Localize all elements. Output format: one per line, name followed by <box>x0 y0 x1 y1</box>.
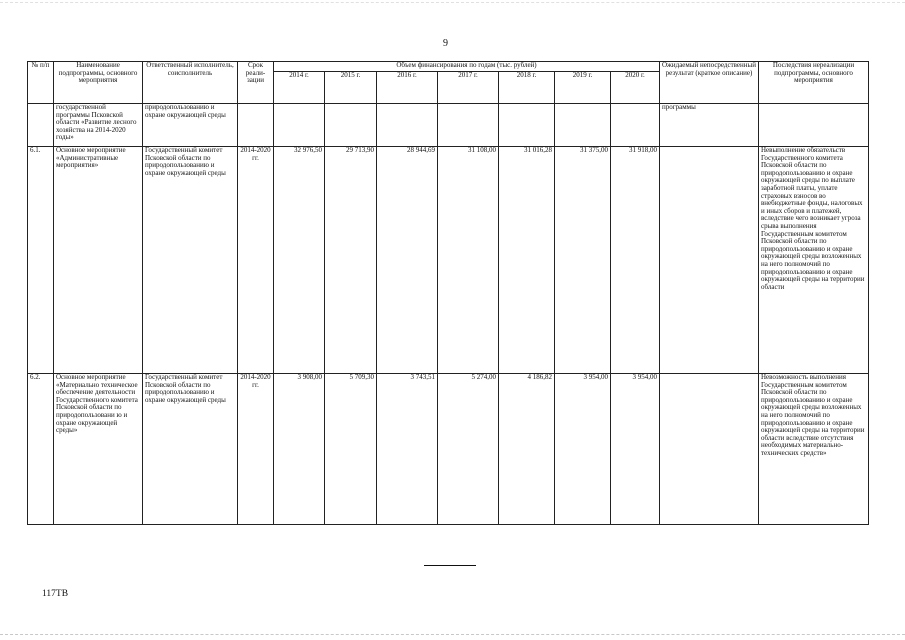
header-year: 2018 г. <box>499 72 555 104</box>
header-year: 2017 г. <box>438 72 499 104</box>
cell-term: 2014-2020 гг. <box>238 147 274 374</box>
header-result: Ожидаемый непосредственный результат (краткое описание) <box>660 62 759 104</box>
cell-name: Основное мероприятие «Административные мероприятия» <box>54 147 143 374</box>
cell-consequences: Невозможность выполнения Государственным комитетом Псковской области по природопользованию и охране окружающей среды возложенных на него полномочий по природопользованию и охране окружающей среды на территории области вследствие отсутствия необходимых материально-технических средств» <box>759 374 869 525</box>
cell-name: Основное мероприятие «Материально техническое обеспечение деятельности Государственного комитета Псковской области по природопользовани ю и охране окружающей среды» <box>54 374 143 525</box>
program-table <box>27 61 869 525</box>
header-year: 2019 г. <box>555 72 611 104</box>
cell-num: 6.2. <box>28 374 54 525</box>
header-name: Наименование подпрограммы, основного мероприятия <box>54 62 143 104</box>
header-num: № п/п <box>28 62 54 104</box>
page-number: 9 <box>443 38 448 49</box>
cell-value: 31 016,28 <box>499 147 555 374</box>
cell-result <box>660 374 759 525</box>
table-row-continuation <box>28 104 869 147</box>
scan-bottom-edge <box>0 634 905 635</box>
cell-consequences: Невыполнение обязательств Государственного комитета Псковской области по природопользованию и охране окружающей среды по выплате заработной платы, уплате страховых взносов во внебюджетные фонды, налоговых и иных сборов и платежей, вследствие чего возникает угроза срыва выполнения Государственным комитетом Псковской области по природопользованию и охране окружающей среды возложенных на него полномочий по природопользованию и охране окружающей среды на территории области <box>759 147 869 374</box>
header-executor: Ответственный исполнитель, соисполнитель <box>143 62 238 104</box>
header-year: 2014 г. <box>274 72 325 104</box>
cell-value: 31 918,00 <box>611 147 660 374</box>
cell-value: 3 954,00 <box>555 374 611 525</box>
header-year: 2020 г. <box>611 72 660 104</box>
cell-executor: Государственный комитет Псковской области по природопользованию и охране окружающей среды <box>143 374 238 525</box>
cell-value: 28 944,69 <box>377 147 438 374</box>
cell-value <box>611 104 660 147</box>
cell-result: программы <box>660 104 759 147</box>
cell-name: государственной программы Псковской области «Развитие лесного хозяйства на 2014-2020 годы» <box>54 104 143 147</box>
header-row <box>28 62 869 72</box>
cell-value: 3 743,51 <box>377 374 438 525</box>
cell-value: 29 713,90 <box>325 147 377 374</box>
header-year: 2016 г. <box>377 72 438 104</box>
cell-value <box>325 104 377 147</box>
cell-num <box>28 104 54 147</box>
cell-value: 5 274,00 <box>438 374 499 525</box>
cell-term <box>238 104 274 147</box>
cell-value: 3 954,00 <box>611 374 660 525</box>
cell-executor: природопользованию и охране окружающей среды <box>143 104 238 147</box>
table-row-6-1 <box>28 147 869 374</box>
cell-value <box>499 104 555 147</box>
cell-consequences <box>759 104 869 147</box>
header-year: 2015 г. <box>325 72 377 104</box>
cell-result <box>660 147 759 374</box>
document-code: 117ТВ <box>42 589 69 599</box>
cell-value: 31 108,00 <box>438 147 499 374</box>
cell-value <box>274 104 325 147</box>
cell-value: 5 709,30 <box>325 374 377 525</box>
cell-value: 3 908,00 <box>274 374 325 525</box>
cell-value: 31 375,00 <box>555 147 611 374</box>
header-consequences: Последствия нереализации подпрограммы, основного мероприятия <box>759 62 869 104</box>
footer-divider <box>424 565 476 566</box>
cell-value: 32 976,50 <box>274 147 325 374</box>
cell-executor: Государственный комитет Псковской области по природопользованию и охране окружающей среды <box>143 147 238 374</box>
cell-term: 2014-2020 гг. <box>238 374 274 525</box>
table-row-6-2 <box>28 374 869 525</box>
header-financing: Объем финансирования по годам (тыс. рублей) <box>274 62 660 72</box>
cell-value <box>555 104 611 147</box>
cell-value <box>377 104 438 147</box>
scan-top-edge <box>0 2 905 3</box>
header-term: Срок реали-зации <box>238 62 274 104</box>
cell-num: 6.1. <box>28 147 54 374</box>
cell-value <box>438 104 499 147</box>
cell-value: 4 186,82 <box>499 374 555 525</box>
